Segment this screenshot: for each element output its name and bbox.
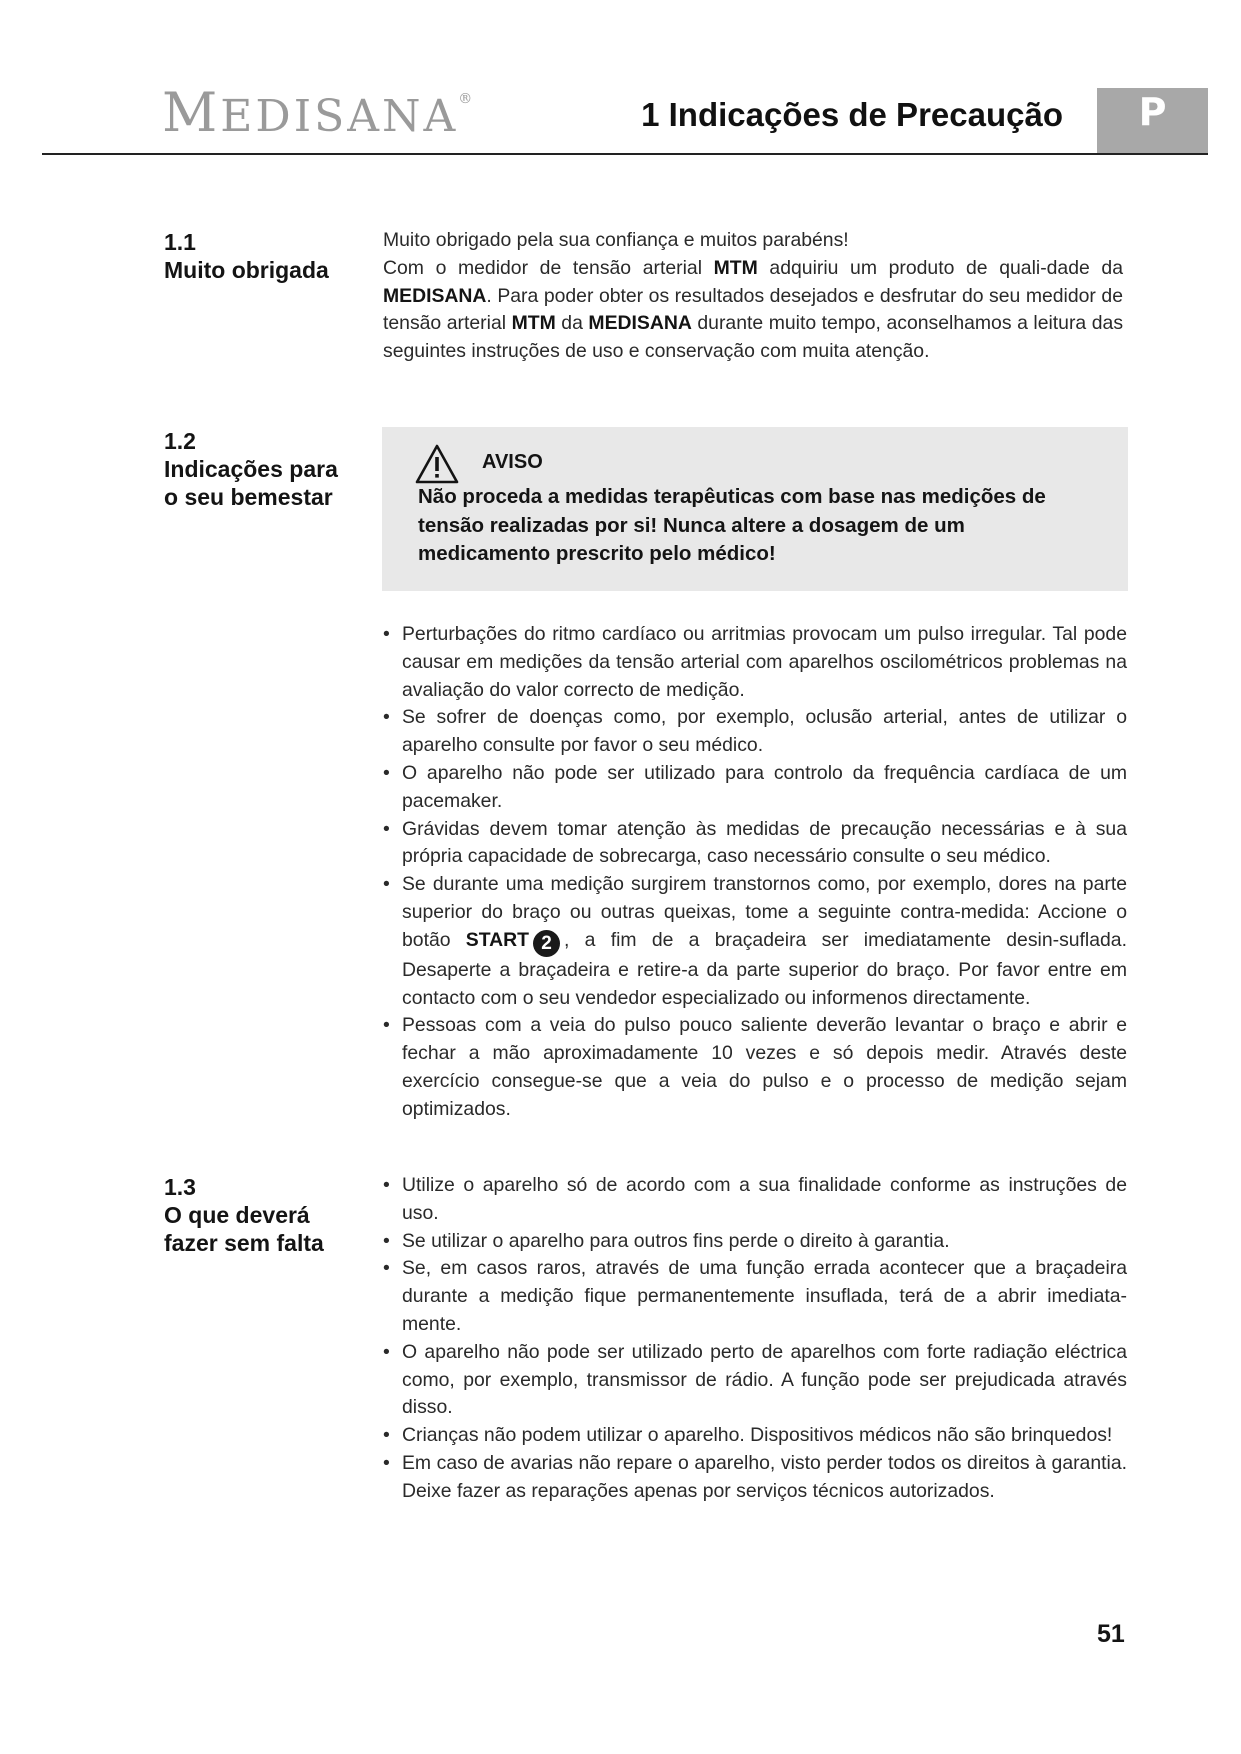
- warning-label: AVISO: [482, 451, 543, 473]
- medisana-logo: MEDISANA®: [162, 81, 473, 144]
- list-item: • Utilize o aparelho só de acordo com a sua finalidade conforme as instruções de uso.: [383, 1174, 1127, 1224]
- section-title-line: Muito obrigada: [164, 257, 329, 283]
- button-number-badge: 2: [533, 930, 560, 957]
- list-item: • Pessoas com a veia do pulso pouco saliente deverão levantar o braço e abrir e fechar a mão aproximadamente 10 vezes e só depois medir. Através deste exercício consegue-se que a veia do pulso e o processo de medição sejam optimizados.: [383, 1014, 1127, 1120]
- section-title-line: o seu bemestar: [164, 484, 333, 510]
- list-item: • O aparelho não pode ser utilizado perto de aparelhos com forte radiação eléctrica como, por exemplo, transmissor de rádio. A função pode ser prejudicada através disso.: [383, 1340, 1127, 1419]
- list-item: • O aparelho não pode ser utilizado para controlo da frequência cardíaca de um pacemaker.: [383, 761, 1127, 812]
- section-title-line: Indicações para: [164, 456, 338, 482]
- page-title: 1 Indicações de Precaução: [641, 96, 1063, 133]
- section-title-line: fazer sem falta: [164, 1230, 324, 1256]
- warning-box: [382, 427, 1128, 591]
- list-item: • Em caso de avarias não repare o aparelho, visto perder todos os direitos à garantia. Deixe fazer as reparações apenas por serviços técnicos autorizados.: [383, 1451, 1127, 1502]
- section-title-line: O que deverá: [164, 1202, 310, 1228]
- list-item: • Se, em casos raros, através de uma função errada acontecer que a braçadeira durante a medição fique permanentemente insuflada, terá de a abrir imediata-mente.: [383, 1257, 1127, 1335]
- list-item: • Se durante uma medição surgirem transtornos como, por exemplo, dores na parte superior do braço ou outras queixas, tome a seguinte contra-medida: Accione o botão START 2 , a fim de a braçadeira ser imediatamente desin-suflada. Desaperte a braçadeira e retire-a da parte superior do braço. Por favor entre em contacto com o seu vendedor especializado ou informenos directamente.: [383, 873, 1127, 1009]
- list-item: • Se sofrer de doenças como, por exemplo, oclusão arterial, antes de utilizar o aparelho consulte por favor o seu médico.: [383, 706, 1127, 757]
- warning-triangle-icon: [414, 443, 460, 485]
- start-button-label: START: [465, 928, 529, 951]
- thanks-line: Muito obrigado pela sua confiança e muitos parabéns!: [383, 229, 849, 251]
- section-1-3-heading: [164, 1173, 364, 1257]
- section-1-2-heading: [164, 427, 364, 511]
- language-tab: P: [1097, 88, 1208, 154]
- warning-text: Não proceda a medidas terapêuticas com base nas medições de tensão realizadas por si! Nunca altere a dosagem de um medicamento prescrito pelo médico!: [418, 485, 1046, 565]
- section-1-1-text: [383, 227, 1123, 366]
- section-number: 1.1: [164, 229, 196, 255]
- list-item: • Crianças não podem utilizar o aparelho. Dispositivos médicos não são brinquedos!: [383, 1424, 1113, 1447]
- list-item: • Grávidas devem tomar atenção às medidas de precaução necessárias e à sua própria capacidade de sobrecarga, caso necessário consulte o seu médico.: [383, 817, 1127, 868]
- section-1-1-heading: [164, 228, 364, 284]
- header-divider: [42, 153, 1208, 155]
- section-1-2-bullets: [383, 621, 1127, 1124]
- list-item: • Perturbações do ritmo cardíaco ou arritmias provocam um pulso irregular. Tal pode causar em medições da tensão arterial com aparelhos oscilométricos problemas na avaliação do valor correcto de medição.: [383, 623, 1127, 701]
- section-1-3-bullets: [383, 1172, 1127, 1506]
- list-item: • Se utilizar o aparelho para outros fins perde o direito à garantia.: [383, 1229, 950, 1252]
- page-number: 51: [1097, 1620, 1125, 1648]
- section-number: 1.2: [164, 428, 196, 454]
- section-number: 1.3: [164, 1174, 196, 1200]
- intro-paragraph: Com o medidor de tensão arterial MTM adquiriu um produto de quali-dade da MEDISANA. Para poder obter os resultados desejados e desfrutar do seu medidor de tensão arterial MTM da MEDISANA durante muito tempo, aconselhamos a leitura das seguintes instruções de uso e conservação com muita atenção.: [383, 256, 1124, 363]
